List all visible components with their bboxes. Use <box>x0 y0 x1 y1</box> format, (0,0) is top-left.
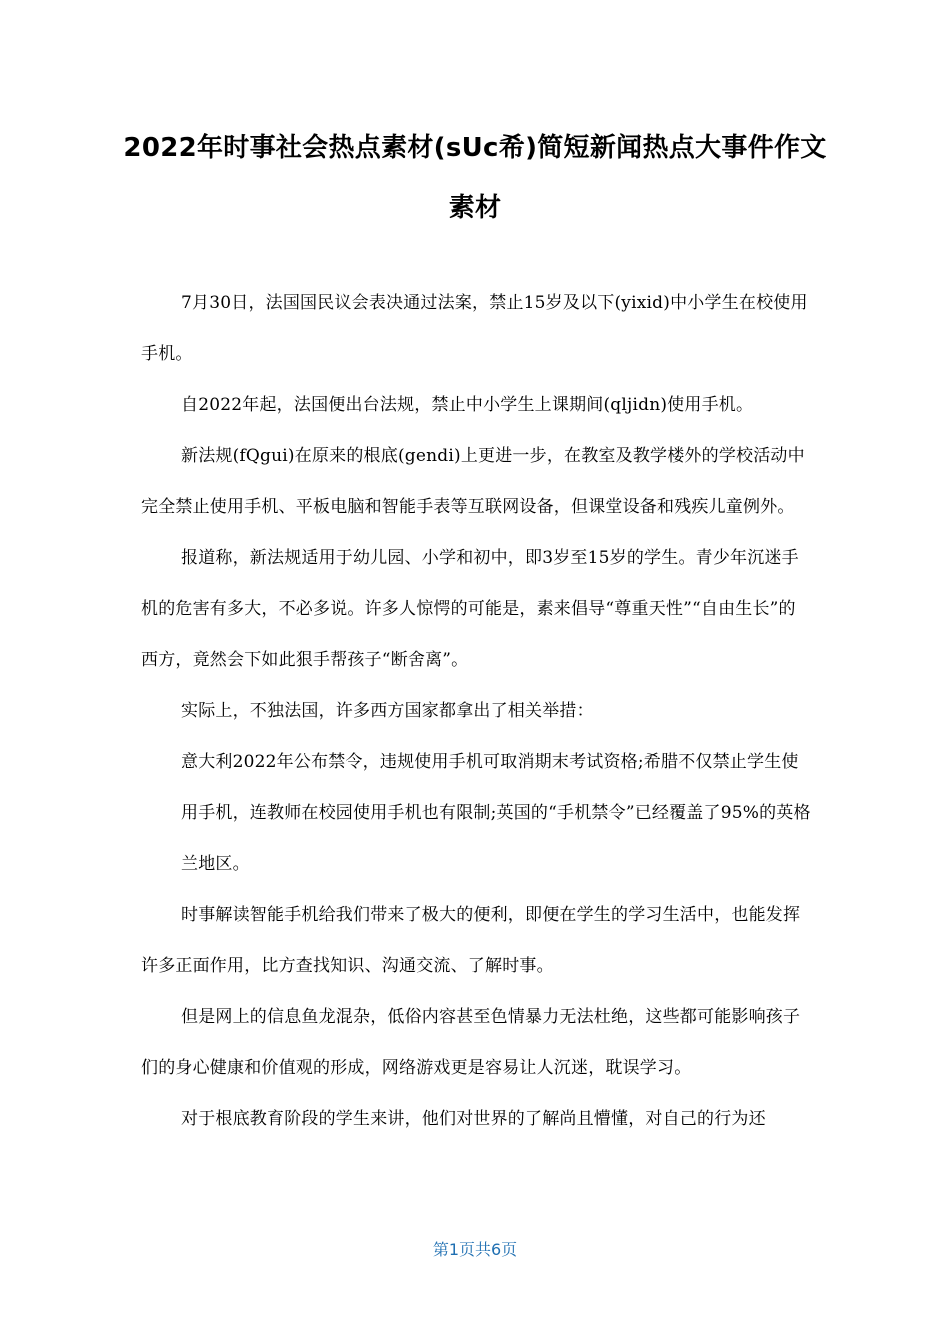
paragraph: 7月30日，法国国民议会表决通过法案，禁止15岁及以下(yixid)中小学生在校使用手机。 <box>141 293 808 364</box>
page-indicator: 第1页共6页 <box>432 1240 518 1259</box>
document-title: 2022年时事社会热点素材(sUc希)简短新闻热点大事件作文素材 <box>123 133 827 223</box>
paragraph: 意大利2022年公布禁令，违规使用手机可取消期末考试资格;希腊不仅禁止学生使用手机，连教师在校园使用手机也有限制;英国的“手机禁令”已经覆盖了95%的英格兰地区。 <box>181 752 811 874</box>
paragraph: 报道称，新法规适用于幼儿园、小学和初中，即3岁至15岁的学生。青少年沉迷手机的危害有多大，不必多说。许多人惊愕的可能是，素来倡导“尊重天性”“自由生长”的西方，竟然会下如此狠手帮孩子“断舍离”。 <box>141 548 799 670</box>
document-body <box>141 278 811 1145</box>
paragraph: 但是网上的信息鱼龙混杂，低俗内容甚至色情暴力无法杜绝，这些都可能影响孩子们的身心健康和价值观的形成，网络游戏更是容易让人沉迷，耽误学习。 <box>141 1007 801 1078</box>
paragraph: 实际上，不独法国，许多西方国家都拿出了相关举措： <box>181 701 594 721</box>
paragraph: 时事解读智能手机给我们带来了极大的便利，即便在学生的学习生活中，也能发挥许多正面作用，比方查找知识、沟通交流、了解时事。 <box>141 905 801 976</box>
paragraph: 新法规(fQgui)在原来的根底(gendi)上更进一步，在教室及教学楼外的学校活动中完全禁止使用手机、平板电脑和智能手表等互联网设备，但课堂设备和残疾儿童例外。 <box>141 446 805 517</box>
paragraph: 对于根底教育阶段的学生来讲，他们对世界的了解尚且懵懂，对自己的行为还 <box>181 1109 766 1129</box>
paragraph: 自2022年起，法国便出台法规，禁止中小学生上课期间(qljidn)使用手机。 <box>181 395 754 415</box>
